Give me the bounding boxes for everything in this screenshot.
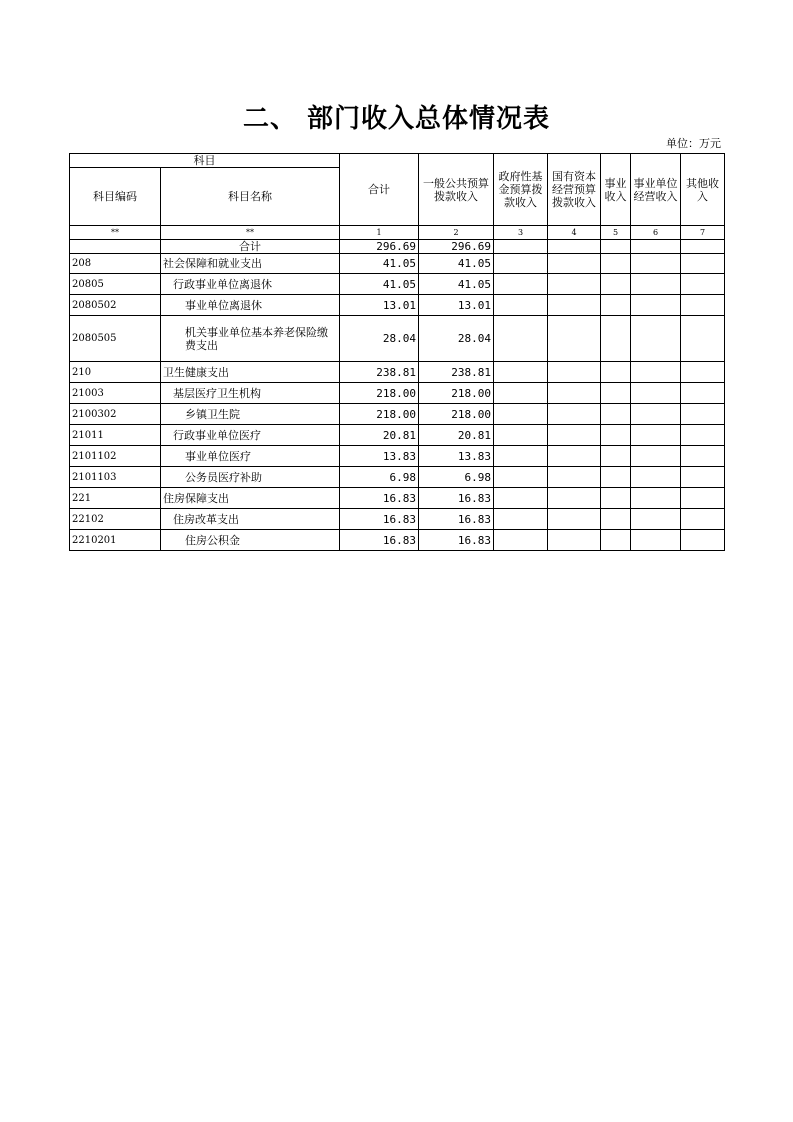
index-cell: 1 [340, 226, 419, 240]
row-code: 2080502 [70, 295, 161, 316]
row-code: 21011 [70, 425, 161, 446]
row-total: 16.83 [340, 530, 419, 551]
index-cell: ** [161, 226, 340, 240]
business-income-header: 事业收入 [601, 154, 631, 226]
general-budget-header: 一般公共预算拨款收入 [419, 154, 494, 226]
total-row [70, 240, 725, 254]
row-general: 218.00 [419, 383, 494, 404]
row-general: 16.83 [419, 530, 494, 551]
row-general: 13.01 [419, 295, 494, 316]
row-code: 2101102 [70, 446, 161, 467]
row-total: 28.04 [340, 316, 419, 362]
row-general: 20.81 [419, 425, 494, 446]
row-code: 221 [70, 488, 161, 509]
table-row [70, 254, 725, 274]
table-row [70, 295, 725, 316]
unit-operating-header: 事业单位经营收入 [631, 154, 681, 226]
index-row [70, 226, 725, 240]
unit-label: 单位：万元 [666, 137, 721, 150]
row-code: 2080505 [70, 316, 161, 362]
row-general: 13.83 [419, 446, 494, 467]
table-row [70, 488, 725, 509]
row-code: 22102 [70, 509, 161, 530]
row-general: 28.04 [419, 316, 494, 362]
row-code: 210 [70, 362, 161, 383]
row-total: 16.83 [340, 488, 419, 509]
table-row [70, 425, 725, 446]
income-table [69, 153, 725, 551]
index-cell: 3 [494, 226, 548, 240]
table-row [70, 467, 725, 488]
page-title: 二、 部门收入总体情况表 [242, 104, 551, 134]
row-general: 218.00 [419, 404, 494, 425]
index-cell: 6 [631, 226, 681, 240]
table-row [70, 274, 725, 295]
total-header: 合计 [340, 154, 419, 226]
row-total: 13.83 [340, 446, 419, 467]
row-name: 乡镇卫生院 [161, 404, 340, 425]
row-name: 住房公积金 [161, 530, 340, 551]
row-code: 2101103 [70, 467, 161, 488]
row-name: 事业单位离退休 [161, 295, 340, 316]
gov-fund-header: 政府性基金预算拨款收入 [494, 154, 548, 226]
row-total: 41.05 [340, 254, 419, 274]
row-name: 社会保障和就业支出 [161, 254, 340, 274]
total-value: 296.69 [340, 240, 419, 254]
row-total: 13.01 [340, 295, 419, 316]
row-general: 41.05 [419, 274, 494, 295]
table-row [70, 383, 725, 404]
other-income-header: 其他收入 [681, 154, 725, 226]
name-header: 科目名称 [161, 168, 340, 226]
code-header: 科目编码 [70, 168, 161, 226]
row-total: 41.05 [340, 274, 419, 295]
row-code: 2100302 [70, 404, 161, 425]
row-general: 16.83 [419, 509, 494, 530]
row-name: 住房保障支出 [161, 488, 340, 509]
table-row [70, 446, 725, 467]
row-code: 208 [70, 254, 161, 274]
row-general: 238.81 [419, 362, 494, 383]
index-cell: 2 [419, 226, 494, 240]
row-total: 20.81 [340, 425, 419, 446]
row-total: 218.00 [340, 383, 419, 404]
row-general: 6.98 [419, 467, 494, 488]
row-total: 16.83 [340, 509, 419, 530]
index-cell: ** [70, 226, 161, 240]
row-code: 20805 [70, 274, 161, 295]
subject-header: 科目 [70, 154, 340, 168]
index-cell: 7 [681, 226, 725, 240]
table-row [70, 530, 725, 551]
table-row [70, 316, 725, 362]
table-row [70, 362, 725, 383]
row-name: 卫生健康支出 [161, 362, 340, 383]
row-code: 2210201 [70, 530, 161, 551]
index-cell: 5 [601, 226, 631, 240]
row-total: 238.81 [340, 362, 419, 383]
row-name: 行政事业单位医疗 [161, 425, 340, 446]
index-cell: 4 [548, 226, 601, 240]
row-name: 基层医疗卫生机构 [161, 383, 340, 404]
row-name: 事业单位医疗 [161, 446, 340, 467]
row-name: 住房改革支出 [161, 509, 340, 530]
row-code: 21003 [70, 383, 161, 404]
row-general: 41.05 [419, 254, 494, 274]
row-general: 16.83 [419, 488, 494, 509]
row-total: 218.00 [340, 404, 419, 425]
row-name: 行政事业单位离退休 [161, 274, 340, 295]
general-value: 296.69 [419, 240, 494, 254]
table-row [70, 404, 725, 425]
total-label: 合计 [161, 240, 340, 254]
row-name: 公务员医疗补助 [161, 467, 340, 488]
state-capital-header: 国有资本经营预算拨款收入 [548, 154, 601, 226]
table-row [70, 509, 725, 530]
row-name: 机关事业单位基本养老保险缴费支出 [161, 316, 340, 362]
row-total: 6.98 [340, 467, 419, 488]
